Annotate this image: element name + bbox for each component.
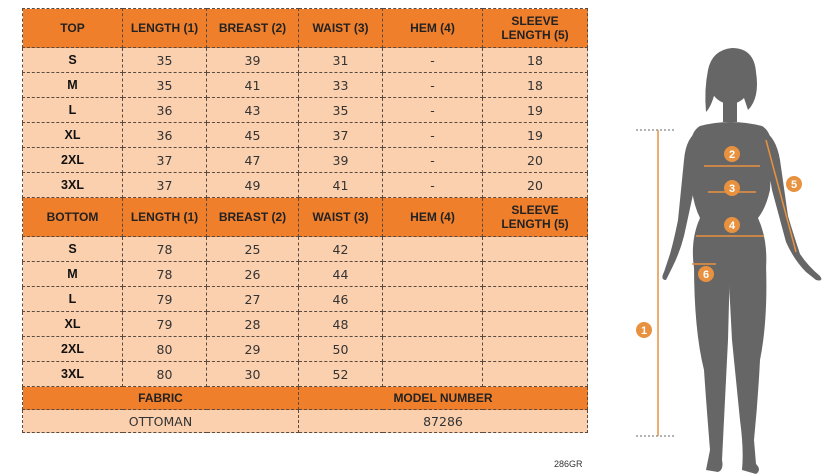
bottom-breast-cell: 26 — [207, 262, 299, 287]
top-breast-cell: 43 — [207, 98, 299, 123]
bottom-row — [23, 312, 588, 337]
bottom-row — [23, 362, 588, 387]
bottom-row — [23, 262, 588, 287]
sleeve-header-line1: SLEEVE — [511, 203, 559, 217]
bottom-size-cell: L — [23, 287, 123, 312]
top-hem-cell: - — [383, 173, 483, 198]
body-silhouette — [662, 48, 821, 474]
top-sleeve-length-header — [483, 9, 588, 48]
top-sleeve-length-cell: 18 — [483, 48, 588, 73]
svg-text:6: 6 — [702, 269, 710, 281]
bottom-length-header: LENGTH (1) — [123, 198, 207, 237]
fabric-label: FABRIC — [23, 387, 299, 410]
top-waist-cell: 39 — [299, 148, 383, 173]
bottom-hem-header: HEM (4) — [383, 198, 483, 237]
sleeve-header-line2: LENGTH (5) — [501, 217, 569, 231]
bottom-length-cell: 78 — [123, 237, 207, 262]
bottom-waist-cell: 50 — [299, 337, 383, 362]
top-sleeve-length-cell: 20 — [483, 148, 588, 173]
top-length-cell: 37 — [123, 173, 207, 198]
size-chart — [22, 8, 587, 448]
top-size-cell: XL — [23, 123, 123, 148]
top-hem-cell: - — [383, 98, 483, 123]
bottom-hem-cell — [383, 262, 483, 287]
top-sleeve-length-cell: 19 — [483, 123, 588, 148]
top-length-cell: 36 — [123, 123, 207, 148]
bottom-length-cell: 79 — [123, 287, 207, 312]
marker-2 — [724, 146, 740, 162]
bottom-sleeve-length-cell — [483, 337, 588, 362]
top-breast-cell: 41 — [207, 73, 299, 98]
top-hem-cell: - — [383, 73, 483, 98]
model-number-value: 87286 — [299, 410, 588, 433]
bottom-size-cell: S — [23, 237, 123, 262]
bottom-sleeve-length-header — [483, 198, 588, 237]
bottom-sleeve-length-cell — [483, 312, 588, 337]
bottom-hem-cell — [383, 362, 483, 387]
top-size-cell: 2XL — [23, 148, 123, 173]
bottom-waist-cell: 46 — [299, 287, 383, 312]
bottom-sleeve-length-cell — [483, 287, 588, 312]
top-waist-cell: 41 — [299, 173, 383, 198]
bottom-size-cell: 2XL — [23, 337, 123, 362]
bottom-length-cell: 80 — [123, 337, 207, 362]
footer-header-row — [23, 387, 588, 410]
bottom-size-cell: XL — [23, 312, 123, 337]
top-waist-cell: 33 — [299, 73, 383, 98]
top-waist-cell: 37 — [299, 123, 383, 148]
bottom-sleeve-length-cell — [483, 262, 588, 287]
top-section-title: TOP — [23, 9, 123, 48]
top-length-cell: 37 — [123, 148, 207, 173]
top-waist-cell: 31 — [299, 48, 383, 73]
top-breast-cell: 45 — [207, 123, 299, 148]
top-length-cell: 35 — [123, 73, 207, 98]
top-row — [23, 48, 588, 73]
sleeve-header-line2: LENGTH (5) — [501, 28, 569, 42]
bottom-sleeve-length-cell — [483, 362, 588, 387]
bottom-hem-cell — [383, 312, 483, 337]
marker-5 — [786, 176, 802, 192]
body-measurement-figure — [620, 40, 838, 476]
top-header-row — [23, 9, 588, 48]
bottom-breast-cell: 25 — [207, 237, 299, 262]
bottom-breast-header: BREAST (2) — [207, 198, 299, 237]
top-row — [23, 98, 588, 123]
bottom-length-cell: 80 — [123, 362, 207, 387]
bottom-length-cell: 79 — [123, 312, 207, 337]
top-row — [23, 148, 588, 173]
bottom-breast-cell: 29 — [207, 337, 299, 362]
bottom-breast-cell: 30 — [207, 362, 299, 387]
bottom-waist-header: WAIST (3) — [299, 198, 383, 237]
product-code: 286GR — [554, 459, 583, 469]
bottom-waist-cell: 44 — [299, 262, 383, 287]
fabric-value: OTTOMAN — [23, 410, 299, 433]
top-breast-cell: 49 — [207, 173, 299, 198]
size-table — [22, 8, 588, 433]
bottom-section-title: BOTTOM — [23, 198, 123, 237]
top-breast-cell: 39 — [207, 48, 299, 73]
svg-text:1: 1 — [640, 325, 648, 337]
top-sleeve-length-cell: 19 — [483, 98, 588, 123]
marker-4 — [724, 217, 740, 233]
top-hem-cell: - — [383, 148, 483, 173]
top-size-cell: M — [23, 73, 123, 98]
bottom-header-row — [23, 198, 588, 237]
top-sleeve-length-cell: 18 — [483, 73, 588, 98]
top-size-cell: 3XL — [23, 173, 123, 198]
bottom-hem-cell — [383, 287, 483, 312]
top-row — [23, 173, 588, 198]
top-hem-cell: - — [383, 48, 483, 73]
bottom-hem-cell — [383, 337, 483, 362]
bottom-size-cell: M — [23, 262, 123, 287]
top-waist-header: WAIST (3) — [299, 9, 383, 48]
top-hem-header: HEM (4) — [383, 9, 483, 48]
bottom-sleeve-length-cell — [483, 237, 588, 262]
marker-1 — [636, 322, 652, 338]
svg-text:5: 5 — [790, 179, 798, 191]
top-waist-cell: 35 — [299, 98, 383, 123]
svg-text:2: 2 — [728, 149, 736, 161]
bottom-waist-cell: 42 — [299, 237, 383, 262]
sleeve-guide — [766, 140, 796, 252]
top-length-header: LENGTH (1) — [123, 9, 207, 48]
bottom-hem-cell — [383, 237, 483, 262]
top-sleeve-length-cell: 20 — [483, 173, 588, 198]
bottom-size-cell: 3XL — [23, 362, 123, 387]
bottom-row — [23, 237, 588, 262]
bottom-length-cell: 78 — [123, 262, 207, 287]
marker-3 — [724, 180, 740, 196]
top-hem-cell: - — [383, 123, 483, 148]
bottom-row — [23, 337, 588, 362]
model-number-label: MODEL NUMBER — [299, 387, 588, 410]
top-size-cell: S — [23, 48, 123, 73]
top-breast-header: BREAST (2) — [207, 9, 299, 48]
bottom-breast-cell: 27 — [207, 287, 299, 312]
svg-text:3: 3 — [728, 183, 736, 195]
top-row — [23, 73, 588, 98]
top-length-cell: 36 — [123, 98, 207, 123]
marker-6 — [698, 266, 714, 282]
bottom-breast-cell: 28 — [207, 312, 299, 337]
footer-value-row — [23, 410, 588, 433]
top-row — [23, 123, 588, 148]
bottom-waist-cell: 52 — [299, 362, 383, 387]
top-length-cell: 35 — [123, 48, 207, 73]
top-size-cell: L — [23, 98, 123, 123]
sleeve-header-line1: SLEEVE — [511, 14, 559, 28]
top-breast-cell: 47 — [207, 148, 299, 173]
svg-text:4: 4 — [728, 220, 736, 232]
bottom-row — [23, 287, 588, 312]
bottom-waist-cell: 48 — [299, 312, 383, 337]
